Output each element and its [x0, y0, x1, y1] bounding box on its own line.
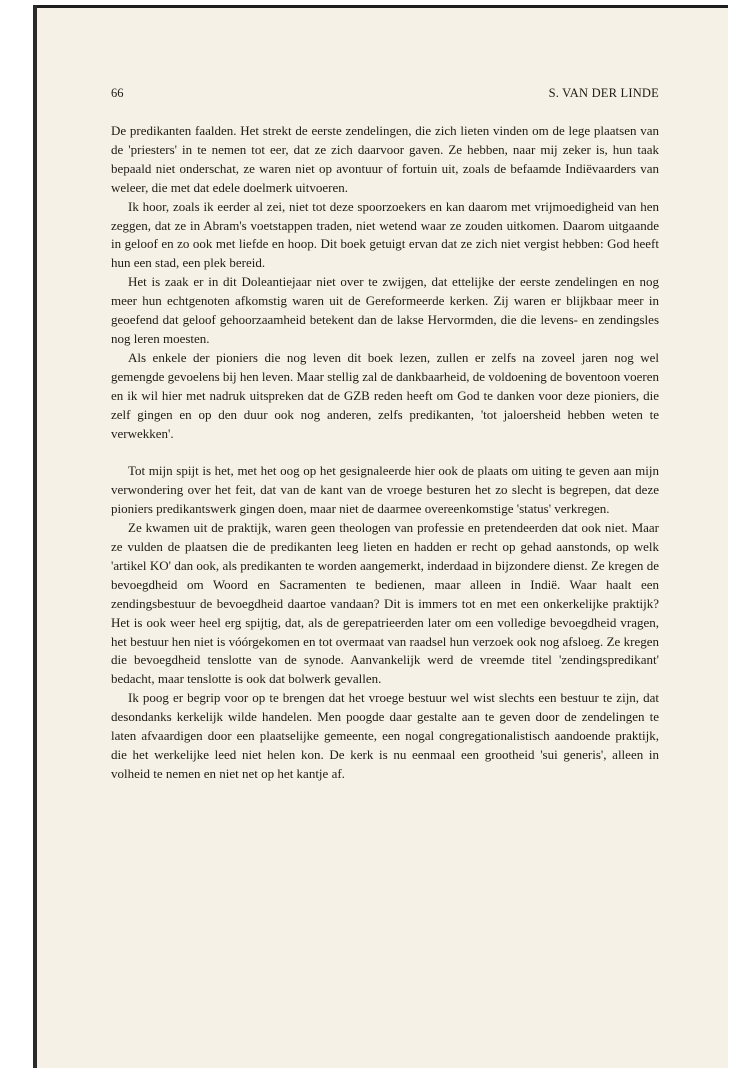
body-text: [111, 122, 659, 784]
section-break: [111, 443, 659, 462]
paragraph: Tot mijn spijt is het, met het oog op het gesignaleerde hier ook de plaats om uiting te geven aan mijn verwondering over het feit, dat van de kant van de vroege besturen het zo slecht is begrepen, dat deze pioniers predikantswerk gingen doen, maar niet de daarmee overeenkomstige 'status' verkregen.: [111, 463, 659, 517]
paragraph: De predikanten faalden. Het strekt de eerste zendelingen, die zich lieten vinden om de lege plaatsen van de 'priesters' in te nemen tot eer, dat ze zich daarvoor gaven. Ze hebben, naar mij zeker is, hun taak bepaald niet onderschat, ze waren niet op avontuur of fortuin uit, zoals de befaamde Indiëvaarders van weleer, die met dat edele doelmerk uitvoeren.: [111, 123, 659, 195]
page-number: 66: [111, 86, 124, 100]
paragraph: Het is zaak er in dit Doleantiejaar niet over te zwijgen, dat ettelijke der eerste zendelingen en nog meer hun echtgenoten afkomstig waren uit de Gereformeerde kerken. Zij waren er blijkbaar meer in geoefend dat geloof gehoorzaamheid betekent dan de lakse Hervormden, die die levens- en zendingsles nog leren moesten.: [111, 274, 659, 346]
paragraph: Ik hoor, zoals ik eerder al zei, niet tot deze spoorzoekers en kan daarom met vrijmoedigheid van hen zeggen, dat ze in Abram's voetstappen traden, niet wetend waar ze zouden uitkomen. Daarom uitgaande in geloof en zo ook met liefde en hoop. Dit boek getuigt ervan dat ze zich niet vergist hebben: God heeft hun een stad, een plek bereid.: [111, 198, 659, 271]
paragraph: Ze kwamen uit de praktijk, waren geen theologen van professie en pretendeerden dat ook niet. Maar ze vulden de plaatsen die de predikanten leeg lieten en hadden er recht op gehad aanstonds, op welk 'artikel KO' dan ook, als predikanten te worden aangemerkt, inderdaad in bijzondere dienst. Ze kregen de bevoegdheid om Woord en Sacramenten te bedienen, maar alleen in Indië. Waar haalt een zendingsbestuur de bevoegdheid daartoe vandaan? Dit is immers tot en met een onkerkelijke praktijk? Het is ook weer heel erg spijtig, dat, als de gerepatrieerden later om een volledige bevoegdheid vragen, het bestuur hen niet is vóórgekomen en tot overmaat van raadsel hun verzoek ook nog afsloeg. Ze kregen die bevoegdheid tenslotte van de synode. Aanvankelijk werd de vreemde titel 'zendingspredikant' bedacht, maar tenslotte is ook dat bolwerk gevallen.: [111, 520, 659, 687]
paragraph: Ik poog er begrip voor op te brengen dat het vroege bestuur wel wist slechts een bestuur te zijn, dat desondanks kerkelijk wilde handelen. Men poogde daar gestalte aan te geven door de zendelingen te laten afvaardigen door een plaatselijke gemeente, een nogal congregationalistisch aandoende praktijk, die het werkelijke leed niet helen kon. De kerk is nu eenmaal een grootheid 'sui generis', alleen in volheid te nemen en niet net op het kantje af.: [111, 690, 659, 781]
running-head: S. VAN DER LINDE: [548, 86, 659, 100]
paragraph: Als enkele der pioniers die nog leven dit boek lezen, zullen er zelfs na zoveel jaren nog wel gemengde gevoelens bij hen leven. Maar stellig zal de dankbaarheid, de voldoening de boventoon voeren en ik wil hier met nadruk uitspreken dat de GZB reden heeft om God te danken voor deze pioniers, die zelf gingen en op den duur ook nog anderen, zelfs predikanten, 'tot jaloersheid hebben weten te verwekken'.: [111, 349, 659, 441]
page-header: [111, 86, 659, 106]
